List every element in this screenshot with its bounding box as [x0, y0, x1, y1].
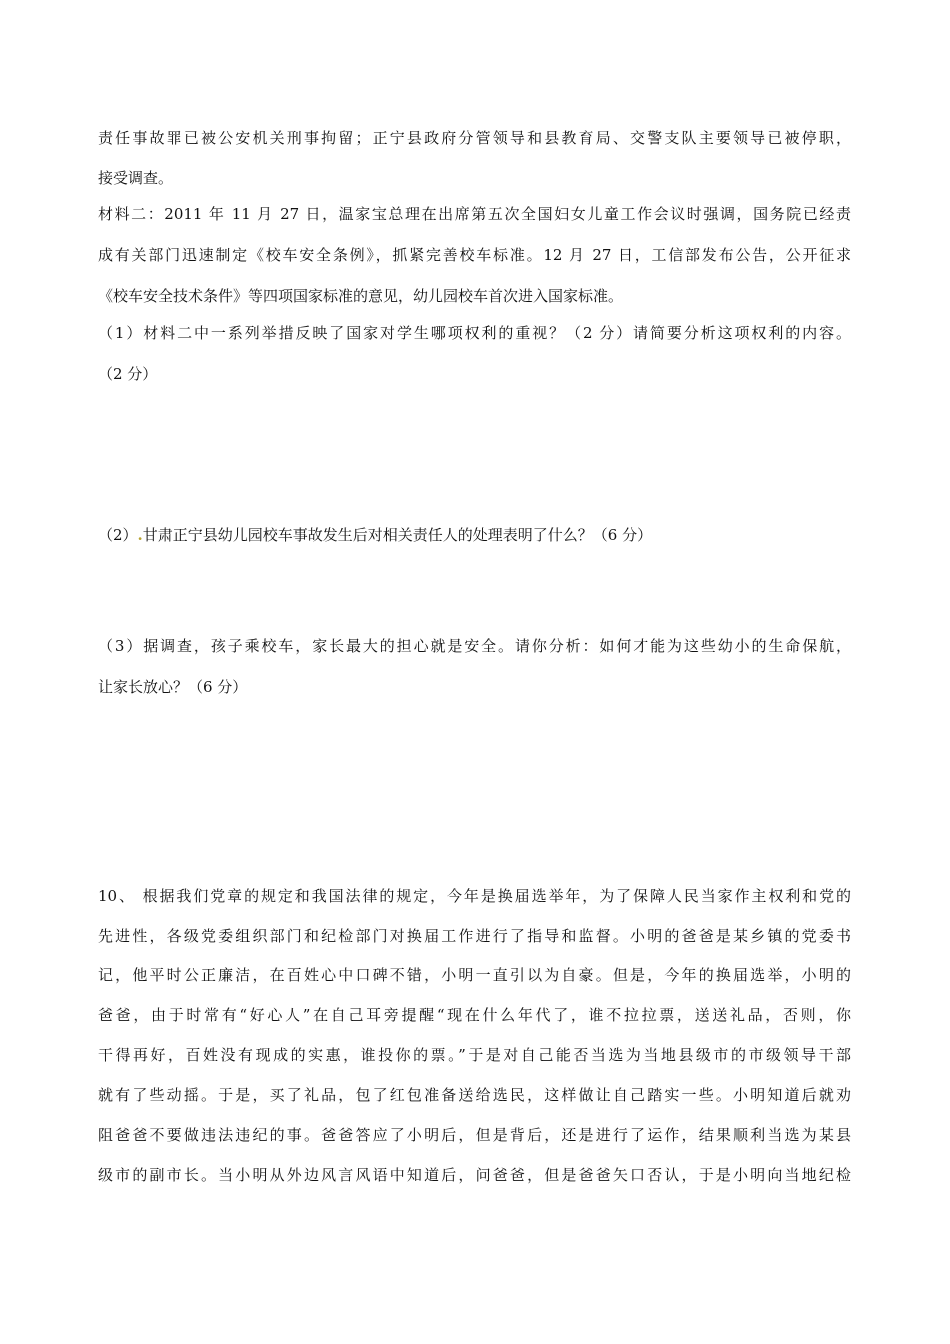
question-2-text: 甘肃正宁县幼儿园校车事故发生后对相关责任人的处理表明了什么？（6 分） — [142, 526, 653, 544]
question-10-line: 就有了些动摇。于是，买了礼品，包了红包准备送给选民，这样做让自己踏实一些。小明知道后就劝 — [98, 1086, 851, 1104]
question-10-line: 记，他平时公正廉洁，在百姓心中口碑不错，小明一直引以为自豪。但是，今年的换届选举，小明的 — [98, 966, 851, 984]
material2-line-2: 成有关部门迅速制定《校车安全条例》，抓紧完善校车标准。12 月 27 日，工信部发布公告，公开征求 — [98, 246, 851, 264]
question-1-line-2: （2 分） — [98, 365, 158, 383]
question-3-line-1: （3）据调查，孩子乘校车，家长最大的担心就是安全。请你分析：如何才能为这些幼小的生命保航， — [98, 637, 851, 655]
material2-line-3: 《校车安全技术条件》等四项国家标准的意见，幼儿园校车首次进入国家标准。 — [98, 287, 624, 305]
material1-line-2: 接受调查。 — [98, 169, 174, 187]
material1-line-1: 责任事故罪已被公安机关刑事拘留；正宁县政府分管领导和县教育局、交警支队主要领导已被停职， — [98, 129, 851, 147]
question-2-prefix: （2） — [98, 526, 138, 544]
question-2 — [98, 525, 652, 545]
question-3-line-2: 让家长放心？（6 分） — [98, 678, 248, 696]
stray-dot-mark: . — [137, 526, 143, 544]
question-10-line: 爸爸，由于时常有“好心人”在自己耳旁提醒“现在什么年代了，谁不拉拉票，送送礼品，否则，你 — [98, 1006, 851, 1024]
question-1-line-1: （1）材料二中一系列举措反映了国家对学生哪项权利的重视？（2 分）请简要分析这项权利的内容。 — [98, 324, 851, 342]
question-10-line: 级市的副市长。当小明从外边风言风语中知道后，问爸爸，但是爸爸矢口否认，于是小明向当地纪检 — [98, 1166, 851, 1184]
question-10-line: 阻爸爸不要做违法违纪的事。爸爸答应了小明后，但是背后，还是进行了运作，结果顺利当选为某县 — [98, 1126, 851, 1144]
material2-line-1: 材料二：2011 年 11 月 27 日，温家宝总理在出席第五次全国妇女儿童工作会议时强调，国务院已经责 — [98, 205, 851, 223]
question-10-line: 干得再好，百姓没有现成的实惠，谁投你的票。”于是对自己能否当选为当地县级市的市级领导干部 — [98, 1046, 851, 1064]
question-10-line: 先进性，各级党委组织部门和纪检部门对换届工作进行了指导和监督。小明的爸爸是某乡镇的党委书 — [98, 927, 851, 945]
question-10-line: 10、 根据我们党章的规定和我国法律的规定，今年是换届选举年，为了保障人民当家作主权利和党的 — [98, 887, 851, 905]
